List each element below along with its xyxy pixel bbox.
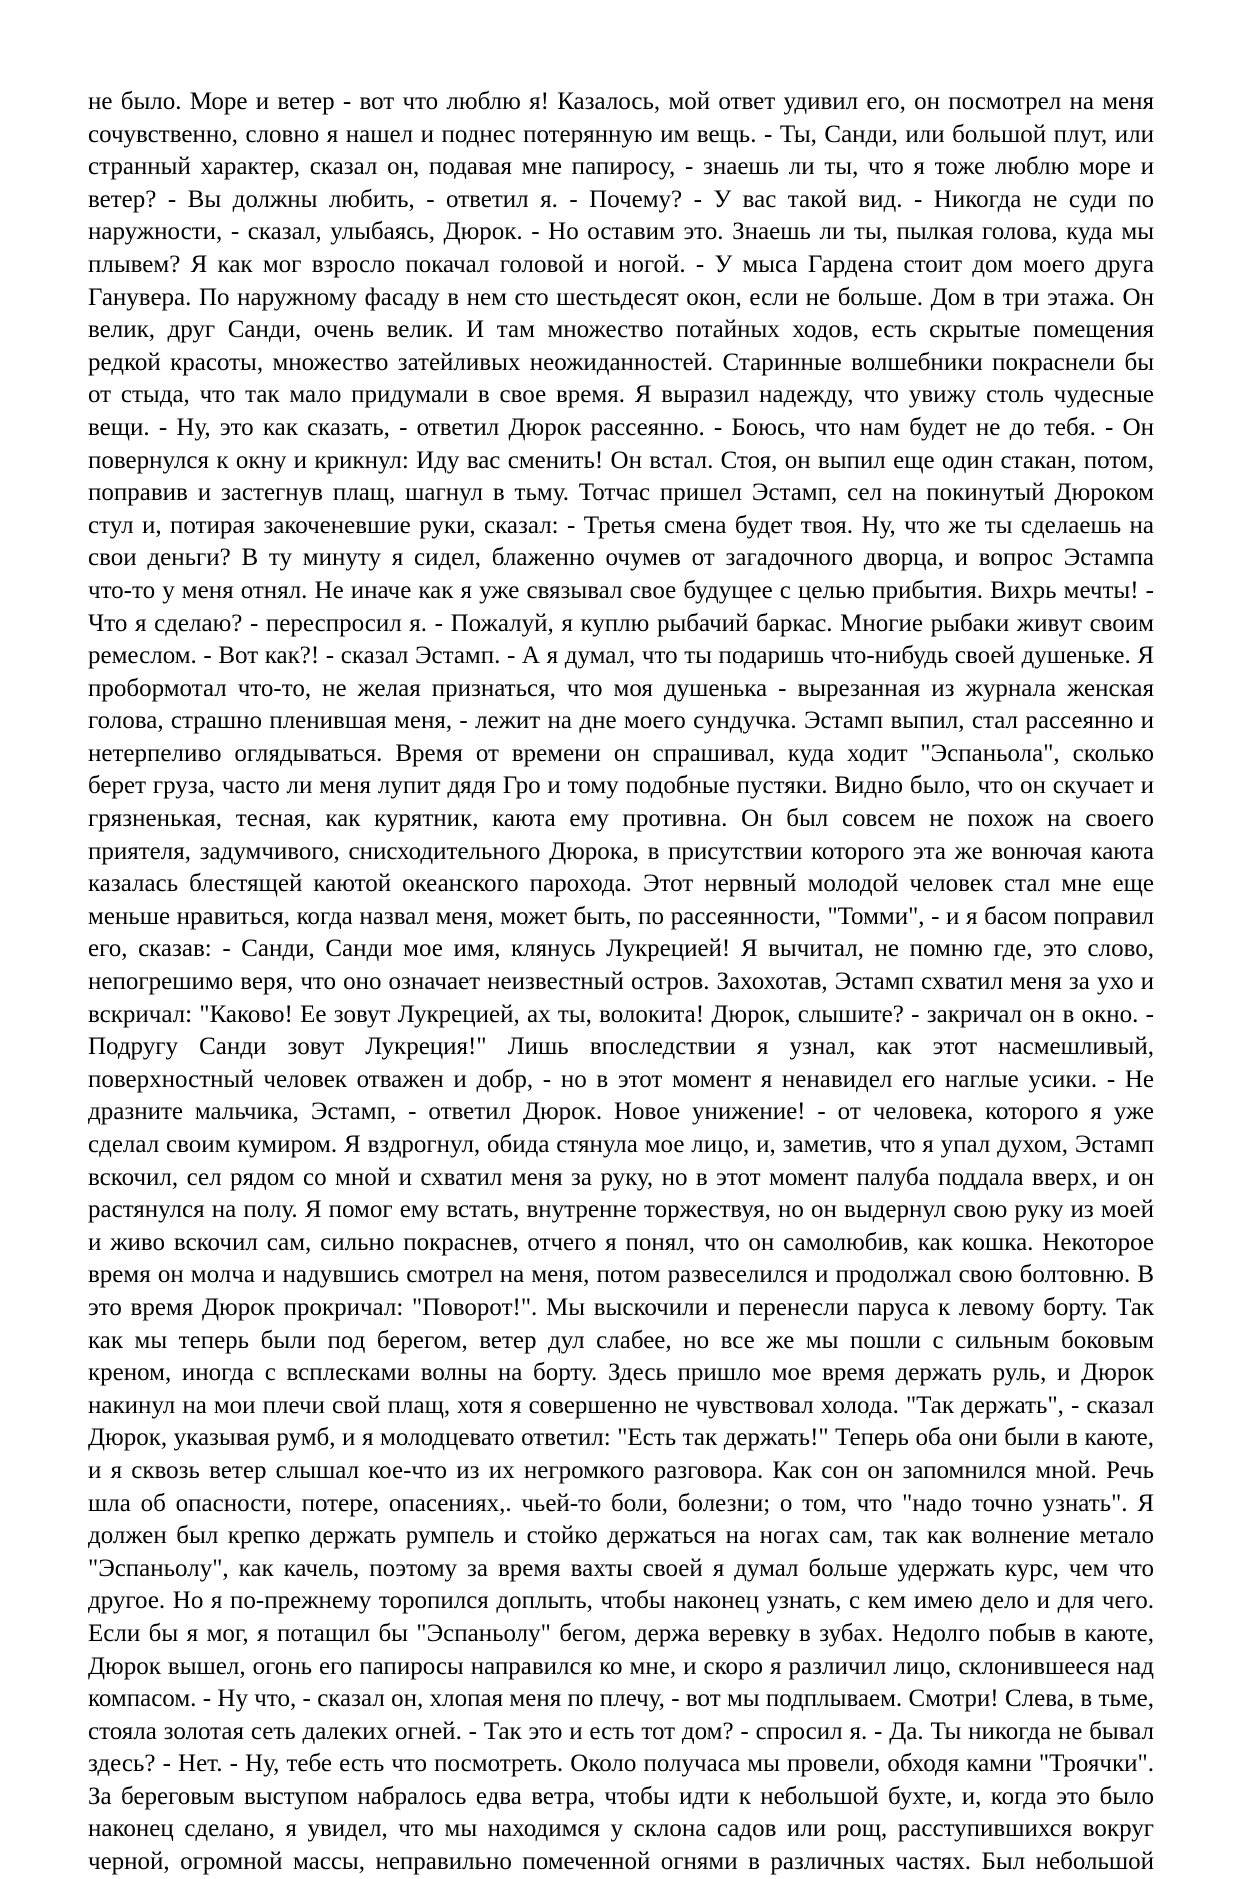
text-line: Что я сделаю? - переспросил я. - Пожалуй, я куплю рыбачий баркас. Многие рыбаки живут своим: [88, 609, 1154, 637]
text-line: непогрешимо веря, что оно означает неизвестный остров. Захохотав, Эстамп схватил меня за ухо и: [88, 968, 1154, 996]
text-line: вскричал: "Каково! Ее зовут Лукрецией, ах ты, волокита! Дюрок, слышите? - закричал он в окно. -: [88, 1000, 1154, 1028]
text-line: компасом. - Ну что, - сказал он, хлопая меня по плечу, - вот мы подплываем. Смотри! Слева, в тьме,: [88, 1685, 1154, 1713]
text-line: дразните мальчика, Эстамп, - ответил Дюрок. Новое унижение! - от человека, которого я уже: [88, 1098, 1154, 1126]
text-line: его, сказав: - Санди, Санди мое имя, клянусь Лукрецией! Я вычитал, не помню где, это слово,: [88, 935, 1154, 963]
text-line: не было. Море и ветер - вот что люблю я! Казалось, мой ответ удивил его, он посмотрел на меня: [88, 88, 1154, 115]
text-line: сделал своим кумиром. Я вздрогнул, обида стянула мое лицо, и, заметив, что я упал духом, Эстамп: [88, 1131, 1154, 1158]
text-line: Дюрок, указывая румб, и я молодцевато ответил: "Есть так держать!" Теперь оба они были в каюте,: [88, 1424, 1154, 1452]
text-line: это время Дюрок прокричал: "Поворот!". Мы выскочили и перенесли паруса к левому борту. Так: [88, 1293, 1154, 1321]
text-line: и я сквозь ветер слышал кое-что из их негромкого разговора. Как сон он запомнился мной. Речь: [88, 1456, 1154, 1484]
text-line: поправив и застегнув плащ, шагнул в тьму. Тотчас пришел Эстамп, сел на покинутый Дюроком: [88, 479, 1154, 507]
text-line: нетерпеливо оглядываться. Время от времени он спрашивал, куда ходит "Эспаньола", сколько: [88, 739, 1154, 767]
text-line: ремеслом. - Вот как?! - сказал Эстамп. - А я думал, что ты подаришь что-нибудь своей душеньке. Я: [88, 642, 1154, 670]
text-line: растянулся на полу. Я помог ему встать, внутренне торжествуя, но он выдернул свою руку из моей: [88, 1196, 1154, 1224]
text-line: другое. Но я по-прежнему торопился доплыть, чтобы наконец узнать, с кем имею дело и для чего.: [88, 1587, 1154, 1615]
text-line: сочувственно, словно я нашел и поднес потерянную им вещь. - Ты, Санди, или большой плут, или: [88, 120, 1154, 148]
text-line: повернулся к окну и крикнул: Иду вас сменить! Он встал. Стоя, он выпил еще один стакан, потом,: [88, 446, 1154, 474]
text-line: черной, огромной массы, неправильно помеченной огнями в различных частях. Был небольшой: [88, 1848, 1154, 1876]
text-line: здесь? - Нет. - Ну, тебе есть что посмотреть. Около получаса мы провели, обходя камни "Троячки".: [88, 1750, 1154, 1778]
text-line: стул и, потирая закоченевшие руки, сказал: - Третья смена будет твоя. Ну, что же ты сделаешь на: [88, 511, 1154, 539]
text-line: Ганувера. По наружному фасаду в нем сто шестьдесят окон, если не больше. Дом в три этажа. Он: [88, 283, 1154, 311]
text-line: шла об опасности, потере, опасениях,. чьей-то боли, болезни; о том, что "надо точно узнать". Я: [88, 1489, 1154, 1517]
text-line: казалась блестящей каютой океанского парохода. Этот нервный молодой человек стал мне еще: [88, 870, 1154, 898]
text-line: от стыда, что так мало придумали в свое время. Я выразил надежду, что увижу столь чудесные: [88, 381, 1154, 409]
text-line: накинул на мои плечи свой плащ, хотя я совершенно не чувствовал холода. "Так держать", - сказал: [88, 1391, 1154, 1419]
text-line: что-то у меня отнял. Не иначе как я уже связывал свое будущее с целью прибытия. Вихрь мечты! -: [88, 576, 1154, 604]
text-line: вскочил, сел рядом со мной и схватил меня за руку, но в этот момент палуба поддала вверх, и он: [88, 1163, 1154, 1191]
text-line: Если бы я мог, я потащил бы "Эспаньолу" бегом, держа веревку в зубах. Недолго побыв в каюте,: [88, 1619, 1154, 1647]
text-line: Дюрок вышел, огонь его папиросы направился ко мне, и скоро я различил лицо, склонившееся над: [88, 1652, 1154, 1680]
text-line: меньше нравиться, когда назвал меня, может быть, по рассеянности, "Томми", - и я басом поправил: [88, 902, 1154, 930]
text-line: "Эспаньолу", как качель, поэтому за время вахты своей я думал больше удержать курс, чем что: [88, 1554, 1154, 1582]
text-line: вещи. - Ну, это как сказать, - ответил Дюрок рассеянно. - Боюсь, что нам будет не до тебя. - Он: [88, 413, 1154, 441]
text-line: стояла золотая сеть далеких огней. - Так это и есть тот дом? - спросил я. - Да. Ты никогда не бывал: [88, 1717, 1154, 1745]
text-line: плывем? Я как мог взросло покачал головой и ногой. - У мыса Гардена стоит дом моего друга: [88, 250, 1154, 278]
text-line: как мы теперь были под берегом, ветер дул слабее, но все же мы пошли с сильным боковым: [88, 1326, 1154, 1354]
text-line: свои деньги? В ту минуту я сидел, блаженно очумев от загадочного дворца, и вопрос Эстампа: [88, 544, 1154, 572]
text-line: велик, друг Санди, очень велик. И там множество потайных ходов, есть скрытые помещения: [88, 316, 1154, 344]
text-line: берет груза, часто ли меня лупит дядя Гро и тому подобные пустяки. Видно было, что он скучает и: [88, 772, 1154, 800]
text-line: За береговым выступом набралось едва ветра, чтобы идти к небольшой бухте, и, когда это было: [88, 1782, 1154, 1810]
text-line: Подругу Санди зовут Лукреция!" Лишь впоследствии я узнал, как этот насмешливый,: [88, 1033, 1154, 1061]
text-line: странный характер, сказал он, подавая мне папиросу, - знаешь ли ты, что я тоже люблю море и: [88, 153, 1154, 181]
text-line: грязненькая, тесная, как курятник, каюта ему противна. Он был совсем не похож на своего: [88, 805, 1154, 833]
text-line: поверхностный человек отважен и добр, - но в этот момент я ненавидел его наглые усики. - Не: [88, 1065, 1154, 1093]
text-line: наружности, - сказал, улыбаясь, Дюрок. - Но оставим это. Знаешь ли ты, пылкая голова, куда мы: [88, 218, 1154, 246]
text-line: должен был крепко держать румпель и стойко держаться на ногах сам, так как волнение метало: [88, 1522, 1154, 1550]
document-page: [88, 86, 1154, 1879]
text-line: наконец сделано, я увидел, что мы находимся у склона садов или рощ, расступившихся вокруг: [88, 1815, 1154, 1843]
text-line: редкой красоты, множество затейливых неожиданностей. Старинные волшебники покраснели бы: [88, 348, 1154, 376]
text-line: голова, страшно пленившая меня, - лежит на дне моего сундучка. Эстамп выпил, стал рассеянно и: [88, 707, 1154, 735]
text-line: пробормотал что-то, не желая признаться, что моя душенька - вырезанная из журнала женская: [88, 674, 1154, 702]
text-line: и живо вскочил сам, сильно покраснев, отчего я понял, что он самолюбив, как кошка. Некоторое: [88, 1228, 1154, 1256]
text-line: приятеля, задумчивого, снисходительного Дюрока, в присутствии которого эта же вонючая каюта: [88, 837, 1154, 865]
text-line: креном, иногда с всплесками волны на борту. Здесь пришло мое время держать руль, и Дюрок: [88, 1359, 1154, 1387]
text-line: время он молча и надувшись смотрел на меня, потом развеселился и продолжал свою болтовню. В: [88, 1261, 1154, 1289]
text-line: ветер? - Вы должны любить, - ответил я. - Почему? - У вас такой вид. - Никогда не суди по: [88, 185, 1154, 213]
